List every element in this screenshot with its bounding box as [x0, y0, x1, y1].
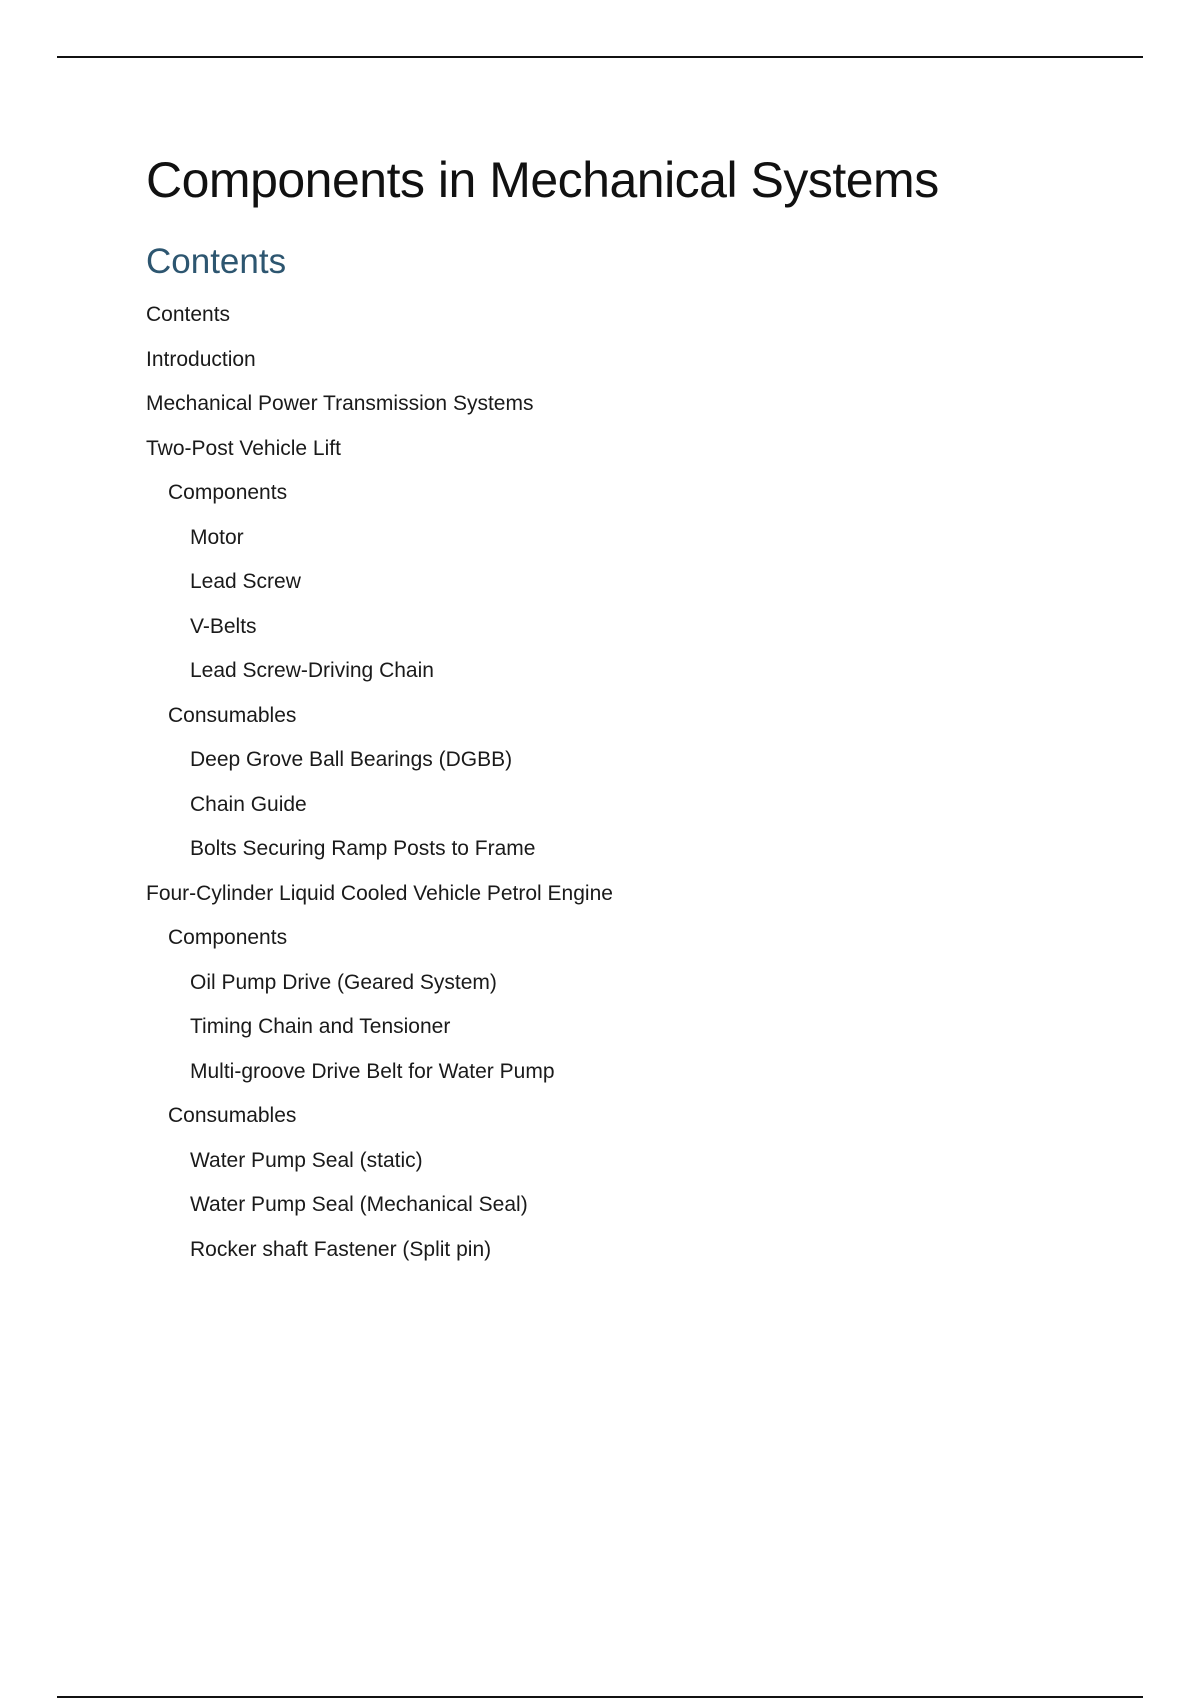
- toc-entry[interactable]: Components: [168, 926, 288, 949]
- table-of-contents: [146, 293, 1106, 1272]
- toc-entry[interactable]: V-Belts: [190, 614, 257, 638]
- toc-entry[interactable]: Two-Post Vehicle Lift: [146, 436, 341, 460]
- toc-entry[interactable]: Components: [168, 481, 288, 504]
- toc-entry[interactable]: Four-Cylinder Liquid Cooled Vehicle Petrol Engine: [146, 881, 613, 905]
- toc-entry[interactable]: Mechanical Power Transmission Systems: [146, 392, 534, 415]
- toc-entry[interactable]: Oil Pump Drive (Geared System): [190, 970, 497, 994]
- toc-entry[interactable]: Consumables: [168, 1104, 297, 1127]
- toc-entry[interactable]: Contents: [146, 303, 231, 326]
- toc-entry[interactable]: Introduction: [146, 347, 256, 371]
- toc-entry[interactable]: Timing Chain and Tensioner: [190, 1015, 451, 1038]
- document-body: [146, 150, 1106, 1272]
- toc-entry[interactable]: Deep Grove Ball Bearings (DGBB): [190, 748, 513, 771]
- footer-rule: [57, 1696, 1143, 1698]
- toc-entry[interactable]: Lead Screw: [190, 570, 301, 593]
- header-rule: [57, 56, 1143, 58]
- toc-entry[interactable]: Multi-groove Drive Belt for Water Pump: [190, 1059, 555, 1083]
- toc-entry[interactable]: Chain Guide: [190, 792, 307, 816]
- document-title: Components in Mechanical Systems: [146, 152, 939, 208]
- toc-entry[interactable]: Bolts Securing Ramp Posts to Frame: [190, 837, 536, 860]
- toc-heading: Contents: [146, 242, 287, 281]
- toc-entry[interactable]: Lead Screw-Driving Chain: [190, 659, 434, 682]
- toc-entry[interactable]: Consumables: [168, 703, 297, 727]
- toc-entry[interactable]: Water Pump Seal (static): [190, 1148, 423, 1172]
- toc-entry[interactable]: Motor: [190, 525, 244, 549]
- toc-entry[interactable]: Water Pump Seal (Mechanical Seal): [190, 1193, 528, 1216]
- toc-entry[interactable]: Rocker shaft Fastener (Split pin): [190, 1237, 492, 1261]
